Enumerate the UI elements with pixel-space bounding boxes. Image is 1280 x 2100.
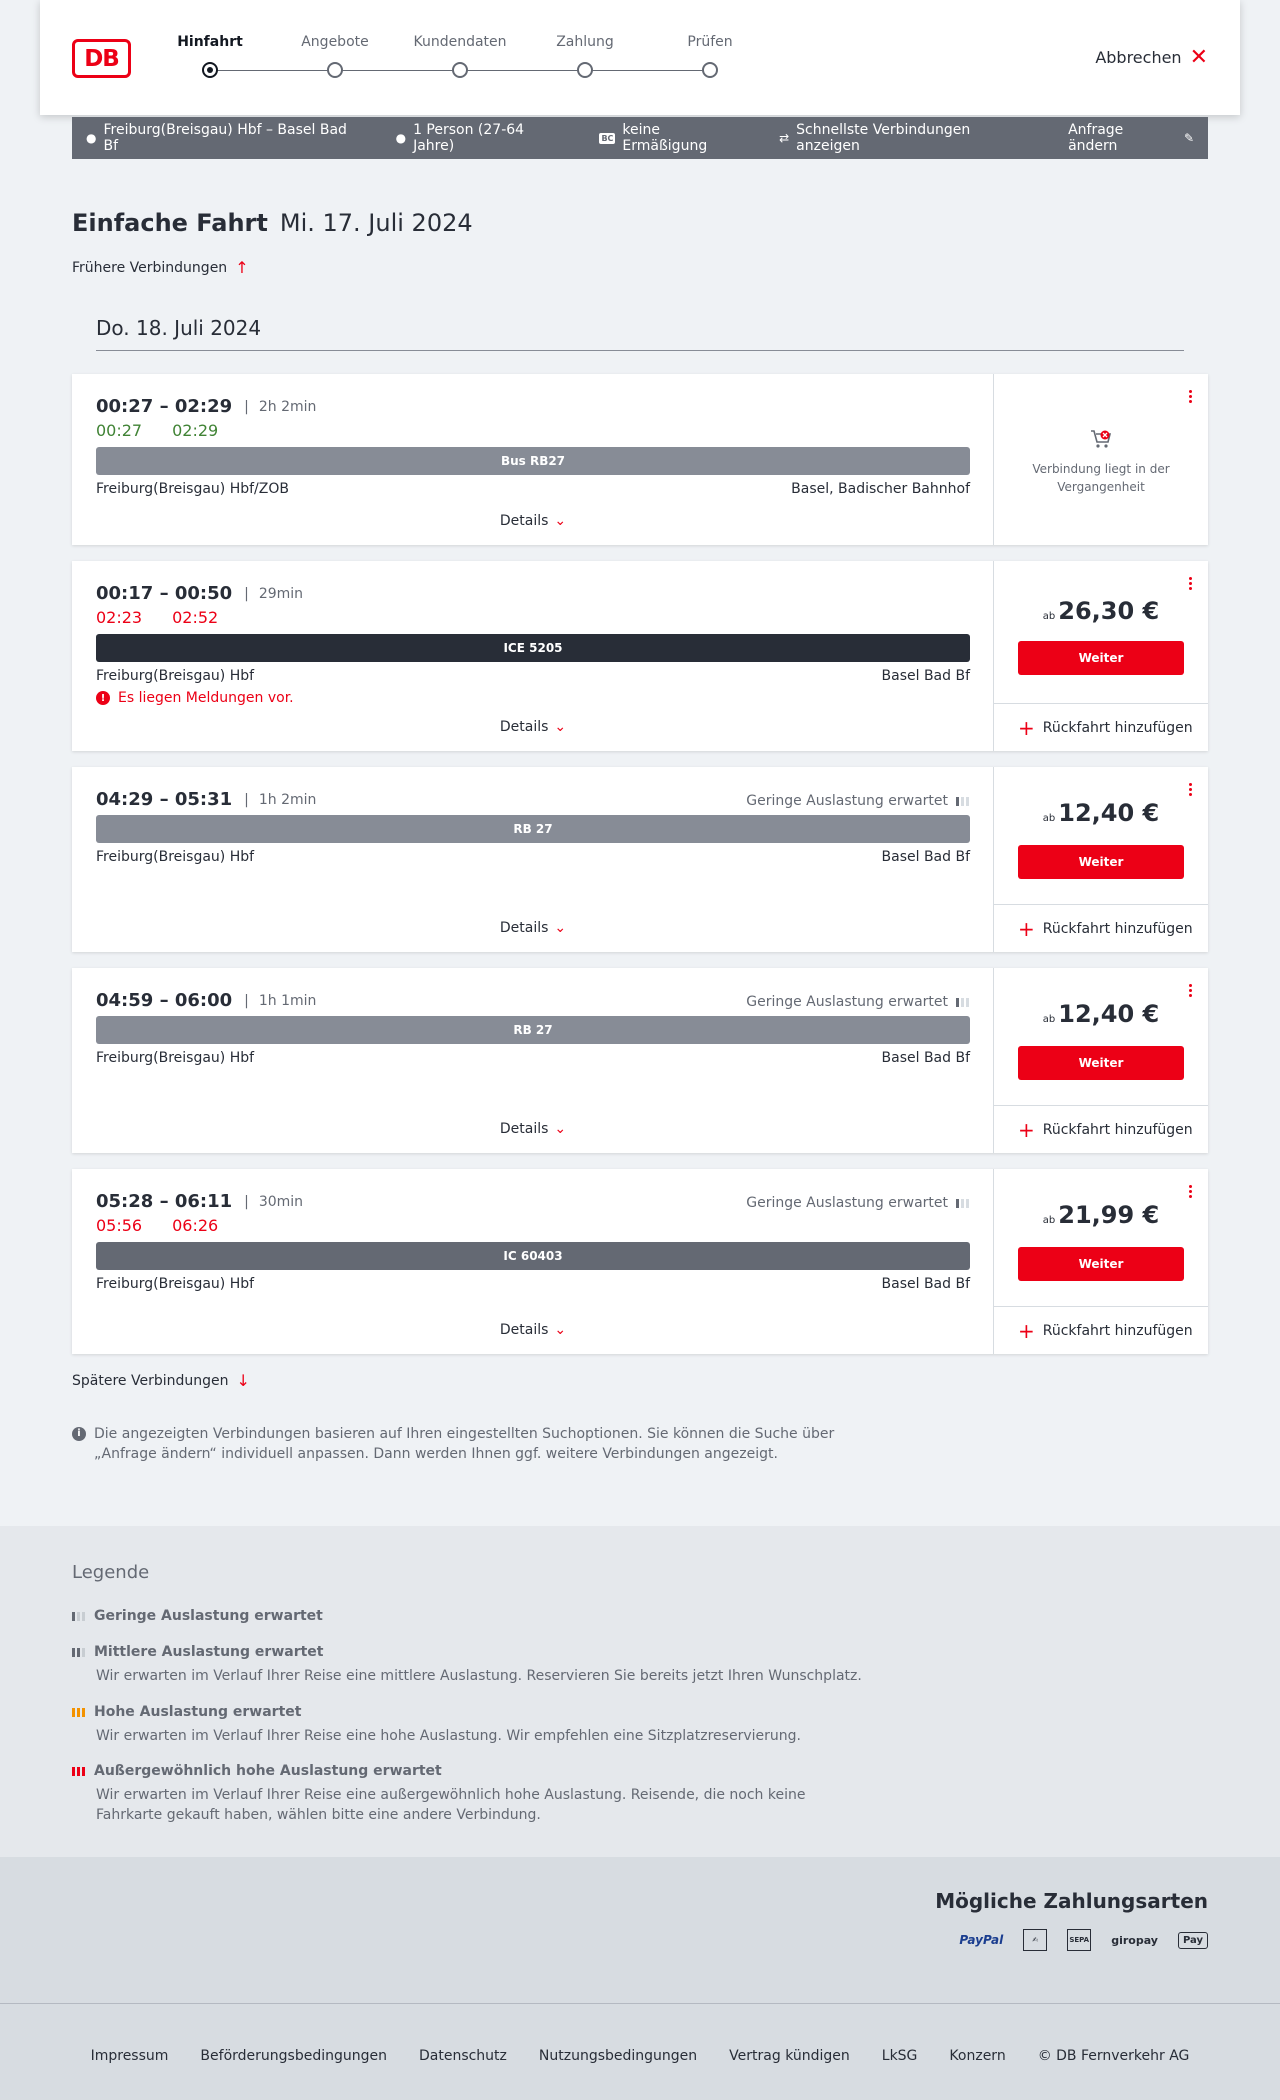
footer-link-impressum[interactable]: Impressum: [90, 2048, 169, 2064]
earlier-connections-link[interactable]: Frühere Verbindungen ↑: [72, 258, 249, 277]
connection-card[interactable]: [72, 561, 1208, 751]
load-indicator: Geringe Auslastung erwartet: [746, 793, 969, 809]
swap-icon: ⇄: [779, 131, 790, 145]
details-toggle[interactable]: Details ⌄: [499, 920, 567, 936]
trip-date: Mi. 17. Juli 2024: [279, 209, 473, 237]
plus-icon: +: [1018, 1117, 1035, 1142]
more-options-icon[interactable]: [1189, 390, 1192, 403]
offer-panel: [994, 1169, 1208, 1354]
person-icon: ●: [395, 131, 407, 145]
cancel-label: Abbrechen: [1095, 48, 1182, 67]
arrow-down-icon: ↓: [236, 1371, 250, 1390]
station-row: Freiburg(Breisgau) Hbf Basel Bad Bf: [96, 668, 970, 684]
price: ab 12,40 €: [1042, 799, 1160, 827]
footer-copyright: © DB Fernverkehr AG: [1037, 2048, 1190, 2064]
arrow-up-icon: ↑: [235, 258, 249, 277]
details-toggle[interactable]: Details ⌄: [499, 719, 567, 735]
bahncard-icon: BC: [601, 133, 614, 143]
more-options-icon[interactable]: [1189, 783, 1192, 796]
footer: [0, 2003, 1280, 2100]
details-toggle[interactable]: Details ⌄: [499, 513, 567, 529]
apple-pay-icon: Pay: [1178, 1932, 1208, 1949]
legend-item: Mittlere Auslastung erwartet Wir erwarten im Verlauf Ihrer Reise eine mittlere Auslastung. Reservieren Sie bereits jetzt Ihren Wunschplatz.: [72, 1644, 872, 1686]
add-return-button[interactable]: + Rückfahrt hinzufügen: [994, 703, 1208, 751]
planned-times: 04:59 – 06:00 | 1h 1min: [96, 990, 317, 1011]
load-indicator: Geringe Auslastung erwartet: [746, 1195, 969, 1211]
db-logo[interactable]: DB: [72, 39, 131, 78]
offer-panel: [994, 968, 1208, 1153]
step-dot: [577, 62, 593, 78]
offer-panel: [994, 767, 1208, 952]
station-row: Freiburg(Breisgau) Hbf Basel Bad Bf: [96, 1050, 970, 1066]
step-hinfahrt: Hinfahrt: [150, 34, 270, 50]
info-icon: i: [72, 1427, 86, 1441]
continue-button[interactable]: Weiter: [1018, 641, 1184, 675]
chevron-down-icon: ⌄: [554, 513, 567, 529]
direct-debit-icon: ✍: [1023, 1929, 1047, 1951]
chevron-down-icon: ⌄: [554, 719, 567, 735]
progress-stepper: [177, 34, 770, 84]
continue-button[interactable]: Weiter: [1018, 1046, 1184, 1080]
date-header: Do. 18. Juli 2024: [96, 316, 1184, 351]
step-dot: [327, 62, 343, 78]
giropay-icon: giropay: [1111, 1933, 1158, 1947]
extreme-load-icon: [72, 1767, 86, 1776]
connection-card[interactable]: [72, 1169, 1208, 1354]
cancel-button[interactable]: [1095, 44, 1208, 70]
connection-info: [72, 561, 994, 751]
train-bar[interactable]: RB 27: [96, 1016, 970, 1044]
low-load-icon: [956, 998, 969, 1007]
low-load-icon: [72, 1612, 86, 1621]
location-pin-icon: ●: [86, 131, 97, 145]
sepa-icon: SEPA: [1067, 1929, 1091, 1951]
legend-item: Außergewöhnlich hohe Auslastung erwartet Wir erwarten im Verlauf Ihrer Reise eine außergewöhnlich hohe Auslastung. Reisende, die noch keine Fahrkarte gekauft haben, wählen bitte eine andere Verbindung.: [72, 1763, 872, 1825]
plus-icon: +: [1018, 715, 1035, 740]
payment-methods: [0, 1857, 1280, 2003]
realtime-times: 00:27 02:29: [96, 421, 219, 440]
connection-card[interactable]: [72, 374, 1208, 545]
paypal-icon: PayPal: [959, 1933, 1004, 1947]
alert-icon: !: [96, 691, 110, 705]
past-connection-note: Verbindung liegt in der Vergangenheit: [994, 426, 1208, 496]
traveller-summary[interactable]: ● 1 Person (27-64 Jahre): [395, 122, 525, 154]
train-bar[interactable]: ICE 5205: [96, 634, 970, 662]
connection-info: [72, 374, 994, 545]
chevron-down-icon: ⌄: [554, 1322, 567, 1338]
station-row: Freiburg(Breisgau) Hbf Basel Bad Bf: [96, 1276, 970, 1292]
add-return-button[interactable]: + Rückfahrt hinzufügen: [994, 904, 1208, 952]
more-options-icon[interactable]: [1189, 577, 1192, 590]
station-row: Freiburg(Breisgau) Hbf/ZOB Basel, Badischer Bahnhof: [96, 481, 970, 497]
more-options-icon[interactable]: [1189, 1185, 1192, 1198]
planned-times: 00:27 – 02:29 | 2h 2min: [96, 396, 317, 417]
planned-times: 04:29 – 05:31 | 1h 2min: [96, 789, 317, 810]
cart-unavailable-icon: [1088, 426, 1114, 452]
price: ab 12,40 €: [1042, 1000, 1160, 1028]
footer-link-lksg[interactable]: LkSG: [881, 2048, 918, 2064]
connection-card[interactable]: [72, 968, 1208, 1153]
discount-summary[interactable]: BC keine Ermäßigung: [601, 122, 708, 154]
info-note: i Die angezeigten Verbindungen basieren auf Ihren eingestellten Suchoptionen. Sie können die Suche über „Anfrage ändern“ individuell anpassen. Dann werden Ihnen ggf. weitere Verbindungen angezeigt.: [72, 1424, 852, 1464]
legend-item: Hohe Auslastung erwartet Wir erwarten im Verlauf Ihrer Reise eine hohe Auslastung. Wir empfehlen eine Sitzplatzreservierung.: [72, 1704, 872, 1746]
train-bar[interactable]: RB 27: [96, 815, 970, 843]
chevron-down-icon: ⌄: [554, 920, 567, 936]
step-zahlung: Zahlung: [525, 34, 645, 50]
train-bar[interactable]: IC 60403: [96, 1242, 970, 1270]
medium-load-icon: [72, 1648, 86, 1657]
continue-button[interactable]: Weiter: [1018, 845, 1184, 879]
planned-times: 00:17 – 00:50 | 29min: [96, 583, 304, 604]
change-request-button[interactable]: Anfrage ändern ✎: [1068, 122, 1194, 154]
details-toggle[interactable]: Details ⌄: [499, 1121, 567, 1137]
continue-button[interactable]: Weiter: [1018, 1247, 1184, 1281]
realtime-times: 05:56 06:26: [96, 1216, 219, 1235]
legend-title: Legende: [72, 1562, 150, 1583]
connection-info: [72, 767, 994, 952]
connection-info: [72, 1169, 994, 1354]
pencil-icon: ✎: [1183, 131, 1194, 145]
close-icon: ✕: [1189, 44, 1208, 70]
step-kundendaten: Kundendaten: [400, 34, 520, 50]
mode-summary[interactable]: ⇄ Schnellste Verbindungen anzeigen: [779, 122, 971, 154]
payment-title: Mögliche Zahlungsarten: [935, 1889, 1208, 1913]
train-bar[interactable]: Bus RB27: [96, 447, 970, 475]
offer-panel: [994, 374, 1208, 545]
realtime-times: 02:23 02:52: [96, 608, 219, 627]
low-load-icon: [956, 797, 969, 806]
step-dot: [452, 62, 468, 78]
low-load-icon: [956, 1199, 969, 1208]
offer-panel: [994, 561, 1208, 751]
step-dot: [202, 62, 218, 78]
plus-icon: +: [1018, 916, 1035, 941]
legend: [0, 1526, 1280, 1857]
step-angebote: Angebote: [275, 34, 395, 50]
load-indicator: Geringe Auslastung erwartet: [746, 994, 969, 1010]
legend-item: Geringe Auslastung erwartet: [72, 1608, 872, 1624]
planned-times: 05:28 – 06:11 | 30min: [96, 1191, 304, 1212]
price: ab 21,99 €: [1042, 1201, 1160, 1229]
add-return-button[interactable]: + Rückfahrt hinzufügen: [994, 1306, 1208, 1354]
more-options-icon[interactable]: [1189, 984, 1192, 997]
chevron-down-icon: ⌄: [554, 1121, 567, 1137]
page-title: [72, 209, 473, 237]
footer-link-befoerderungsbedingungen[interactable]: Beförderungsbedingungen: [200, 2048, 387, 2064]
disruption-alert[interactable]: ! Es liegen Meldungen vor.: [96, 690, 294, 706]
plus-icon: +: [1018, 1318, 1035, 1343]
header: [40, 0, 1240, 115]
footer-link-nutzungsbedingungen[interactable]: Nutzungsbedingungen: [538, 2048, 698, 2064]
high-load-icon: [72, 1708, 86, 1717]
step-pruefen: Prüfen: [650, 34, 770, 50]
station-row: Freiburg(Breisgau) Hbf Basel Bad Bf: [96, 849, 970, 865]
add-return-button[interactable]: + Rückfahrt hinzufügen: [994, 1105, 1208, 1153]
footer-link-vertrag-kuendigen[interactable]: Vertrag kündigen: [729, 2048, 850, 2064]
later-connections-link[interactable]: Spätere Verbindungen ↓: [72, 1371, 250, 1390]
connection-card[interactable]: [72, 767, 1208, 952]
trip-type: Einfache Fahrt: [72, 209, 268, 237]
details-toggle[interactable]: Details ⌄: [499, 1322, 567, 1338]
search-summary-bar: [72, 117, 1208, 159]
footer-link-konzern[interactable]: Konzern: [949, 2048, 1006, 2064]
route-summary[interactable]: ● Freiburg(Breisgau) Hbf – Basel Bad Bf: [86, 122, 347, 154]
connection-info: [72, 968, 994, 1153]
step-dot: [702, 62, 718, 78]
payment-icons: [959, 1929, 1208, 1951]
price: ab 26,30 €: [1042, 597, 1160, 625]
footer-link-datenschutz[interactable]: Datenschutz: [418, 2048, 507, 2064]
